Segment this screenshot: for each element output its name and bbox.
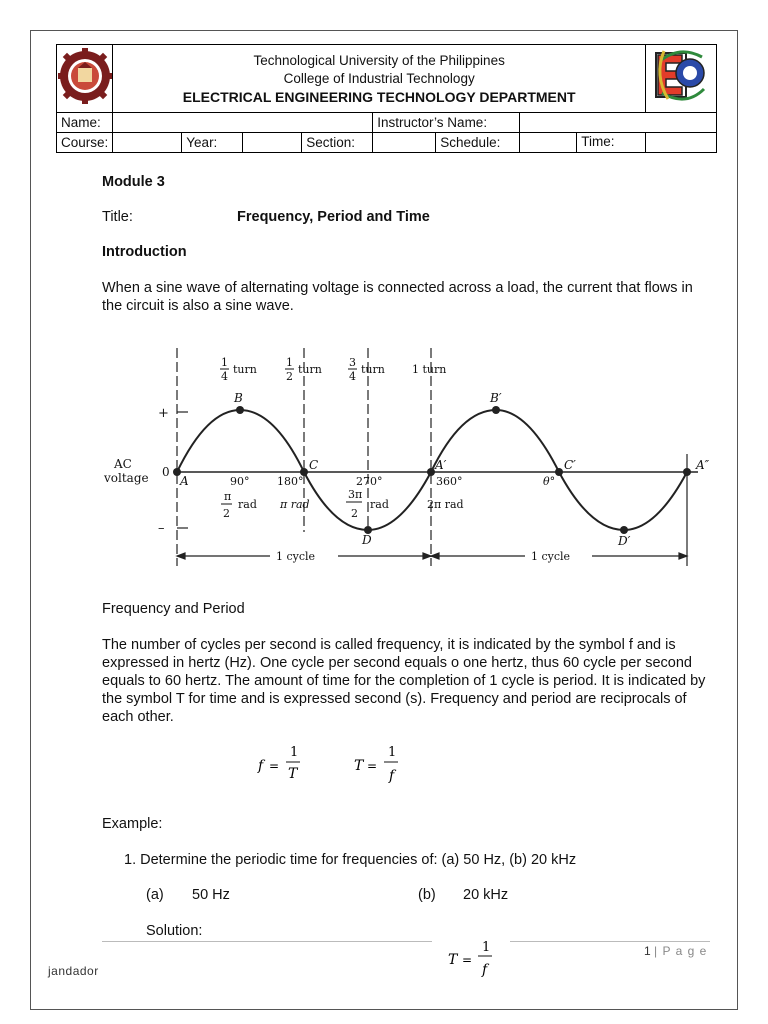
label-d: D — [362, 533, 372, 547]
college-name: College of Industrial Technology — [283, 70, 475, 86]
time-label: Time: — [581, 134, 615, 149]
label-pi-rad: π rad — [280, 498, 310, 511]
frac-den: 2 — [286, 370, 293, 383]
part-a-value: 50 Hz — [192, 887, 230, 903]
label-a: A — [180, 474, 189, 488]
formula-one: 1 — [388, 745, 397, 760]
footer-divider-left — [102, 941, 432, 942]
author-footer: jandador — [48, 964, 99, 978]
label-180-deg: 180° — [277, 475, 304, 488]
frac-num: 3 — [349, 356, 356, 369]
tup-seal-logo — [57, 45, 113, 113]
label-two-pi-rad: 2π rad — [427, 498, 464, 511]
formula-f: f — [482, 962, 488, 978]
reciprocal-formulas — [254, 740, 414, 790]
example-question: 1. Determine the periodic time for frequencies of: (a) 50 Hz, (b) 20 kHz — [124, 852, 577, 868]
module-title: Frequency, Period and Time — [237, 209, 430, 225]
point-a-double-prime — [683, 468, 691, 476]
formula-f: f — [389, 768, 395, 784]
label-d-prime: D′ — [618, 534, 631, 548]
label-ac: AC — [114, 457, 132, 471]
header-table — [56, 44, 717, 153]
university-header — [113, 45, 646, 113]
year-field[interactable] — [243, 133, 302, 153]
label-c-prime: C′ — [564, 458, 576, 472]
formula-t: T — [448, 952, 458, 968]
schedule-value[interactable] — [524, 133, 577, 152]
formula-eq: = — [269, 759, 280, 773]
module-heading: Module 3 — [102, 174, 165, 190]
label-rad: rad — [238, 498, 257, 511]
label-three-pi: 3π — [348, 488, 363, 501]
label-b-prime: B′ — [490, 391, 502, 405]
formula-t: T — [354, 758, 364, 774]
label-one-turn: 1 turn — [412, 363, 447, 376]
label-plus: + — [158, 406, 169, 421]
point-d-prime — [620, 526, 628, 534]
title-label: Title: — [102, 209, 133, 225]
label-quarter-turn: turn — [233, 363, 257, 376]
label-minus: – — [158, 521, 165, 536]
label-cycle-2: 1 cycle — [531, 550, 571, 563]
intro-heading: Introduction — [102, 244, 187, 260]
intro-paragraph: When a sine wave of alternating voltage is connected across a load, the current that flows in the circuit is also a sine wave. — [102, 280, 693, 314]
frac-num: 1 — [286, 356, 293, 369]
page-footer — [644, 944, 707, 958]
label-theta: θ° — [543, 475, 556, 488]
section-label: Section: — [302, 133, 373, 153]
footer-divider-right — [510, 941, 710, 942]
part-a-label: (a) — [146, 887, 164, 903]
schedule-field[interactable] — [520, 133, 646, 153]
label-pi: π — [224, 490, 232, 503]
page-word: | P a g e — [654, 944, 708, 958]
formula-eq: = — [462, 953, 473, 967]
instructor-field[interactable] — [520, 113, 717, 133]
point-b-prime — [492, 406, 500, 414]
label-half-turn: turn — [298, 363, 322, 376]
formula-one: 1 — [290, 745, 299, 760]
name-label: Name: — [57, 113, 113, 133]
label-rad: rad — [370, 498, 389, 511]
section-field[interactable] — [373, 133, 436, 153]
label-90-deg: 90° — [230, 475, 250, 488]
label-two: 2 — [351, 507, 358, 520]
department-logo — [646, 45, 717, 113]
label-a-double-prime: A″ — [696, 458, 710, 472]
label-a-prime: A′ — [435, 458, 447, 472]
label-cycle-1: 1 cycle — [276, 550, 316, 563]
course-field[interactable] — [113, 133, 182, 153]
part-b-label: (b) — [418, 887, 436, 903]
sine-wave-diagram — [100, 342, 720, 572]
label-270-deg: 270° — [356, 475, 383, 488]
time-field[interactable] — [646, 133, 717, 153]
formula-t: T — [288, 766, 298, 782]
example-label: Example: — [102, 816, 163, 832]
label-three-quarter-turn: turn — [361, 363, 385, 376]
label-c: C — [309, 458, 319, 472]
title-row — [102, 208, 710, 226]
name-field[interactable] — [113, 113, 373, 133]
schedule-label: Schedule: — [436, 133, 520, 153]
instructor-label: Instructor’s Name: — [373, 113, 520, 133]
part-b-value: 20 kHz — [463, 887, 509, 903]
label-two: 2 — [223, 507, 230, 520]
frac-num: 1 — [221, 356, 228, 369]
department-name: ELECTRICAL ENGINEERING TECHNOLOGY DEPARTMENT — [182, 88, 576, 105]
frequency-heading: Frequency and Period — [102, 601, 245, 617]
label-b: B — [234, 391, 243, 405]
solution-label: Solution: — [146, 923, 203, 939]
label-voltage: voltage — [104, 471, 149, 485]
year-label: Year: — [182, 133, 243, 153]
university-name: Technological University of the Philippines — [253, 52, 505, 68]
point-a-prime — [427, 468, 435, 476]
formula-eq: = — [367, 759, 378, 773]
course-label: Course: — [57, 133, 113, 153]
formula-one: 1 — [482, 940, 491, 955]
frac-den: 4 — [221, 370, 228, 383]
frac-den: 4 — [349, 370, 356, 383]
point-b — [236, 406, 244, 414]
solution-formula — [444, 936, 504, 982]
label-zero: 0 — [162, 465, 170, 479]
page-number: 1 — [644, 944, 651, 958]
point-c-prime — [555, 468, 563, 476]
label-360-deg: 360° — [436, 475, 463, 488]
formula-f: f — [258, 758, 264, 774]
frequency-paragraph: The number of cycles per second is called frequency, it is indicated by the symbol f and is expressed in hertz (Hz). One cycle per second equals o one hertz, thus 60 cycle per second equals to 60 hertz. The amount of time for the completion of 1 cycle is period. It is indicated by the symbol T for time and is expressed second (s). Frequency and period are reciprocals of each other. — [102, 637, 706, 725]
